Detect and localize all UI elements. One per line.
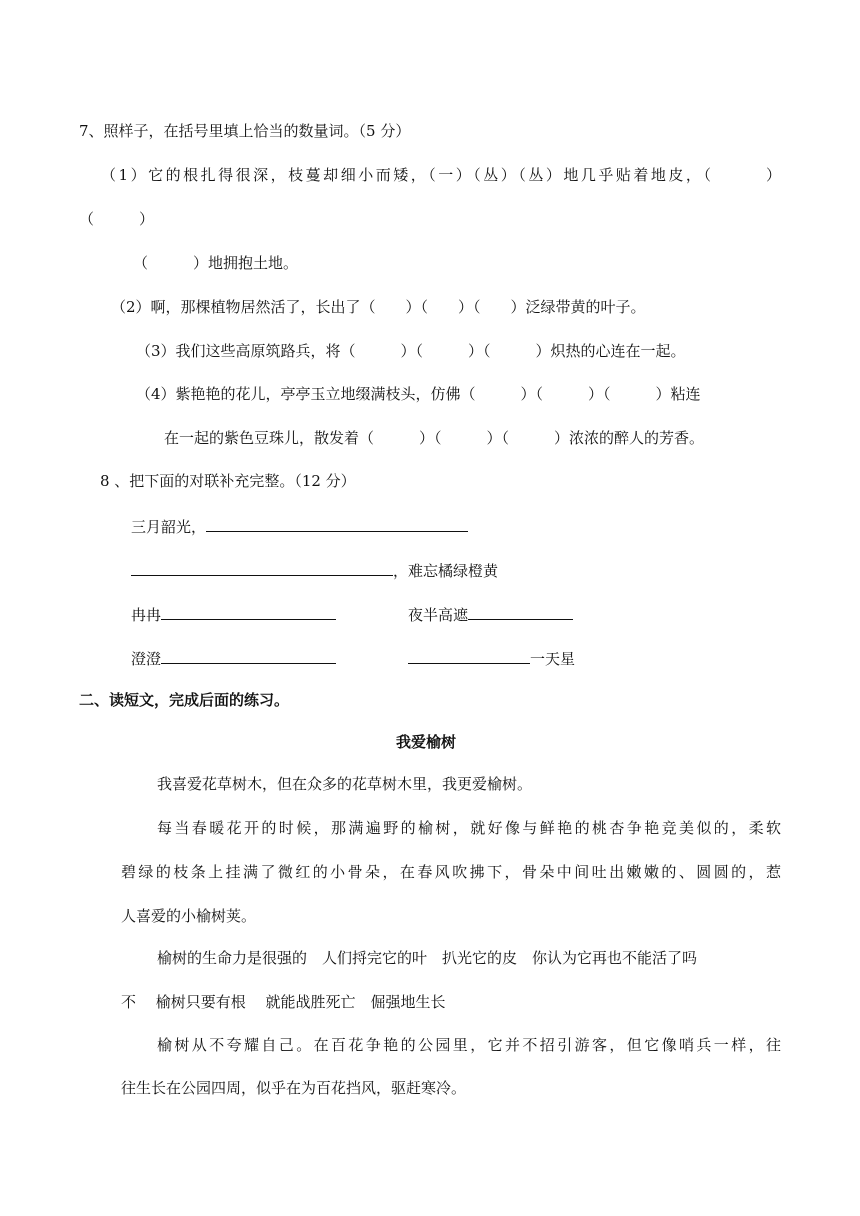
article-paragraph-3-line-1: 榆树的生命力是很强的 人们捋完它的叶 扒光它的皮 你认为它再也不能活了吗 [157, 949, 698, 967]
couplet-5-prefix: 澄澄 [131, 650, 162, 668]
couplet-row-5 [131, 647, 336, 669]
article-paragraph-2-line-2: 碧绿的枝条上挂满了微红的小骨朵，在春风吹拂下，骨朵中间吐出嫩嫩的、圆圆的，惹 [121, 863, 781, 881]
q7-title: 7、照样子，在括号里填上恰当的数量词。（5 分） [79, 122, 411, 140]
q7-item4-line2: 在一起的紫色豆珠儿，散发着（ ）（ ）（ ）浓浓的醉人的芳香。 [164, 429, 705, 447]
article-paragraph-2-line-3: 人喜爱的小榆树荚。 [121, 907, 257, 925]
couplet-1-blank[interactable] [206, 515, 468, 532]
couplet-row-1 [131, 515, 468, 537]
couplet-3-blank[interactable] [161, 603, 336, 620]
article-paragraph-2-line-1: 每当春暖花开的时候，那满遍野的榆树，就好像与鲜艳的桃杏争艳竞美似的，柔软 [157, 819, 781, 837]
couplet-6-suffix: 一天星 [530, 650, 576, 668]
q7-item1-line2: （ ） [79, 210, 155, 228]
couplet-6-blank[interactable] [408, 647, 530, 664]
q7-item2: （2）啊，那棵植物居然活了，长出了（ ）（ ）（ ）泛绿带黄的叶子。 [111, 298, 646, 316]
couplet-row-2 [131, 559, 498, 581]
couplet-2-suffix: ，难忘橘绿橙黄 [393, 562, 499, 580]
article-paragraph-4-line-2: 往生长在公园四周，似乎在为百花挡风，驱赶寒冷。 [121, 1079, 467, 1097]
couplet-2-blank[interactable] [131, 559, 393, 576]
article-paragraph-4-line-1: 榆树从不夸耀自己。在百花争艳的公园里，它并不招引游客，但它像哨兵一样，往 [157, 1036, 781, 1054]
q7-item1-line3: （ ）地拥抱土地。 [133, 254, 299, 272]
couplet-5-blank[interactable] [161, 647, 336, 664]
q7-item4-line1: （4）紫艳艳的花儿，亭亭玉立地缀满枝头，仿佛（ ）（ ）（ ）粘连 [136, 385, 701, 403]
couplet-4-blank[interactable] [468, 603, 573, 620]
couplet-4-prefix: 夜半高遮 [408, 606, 469, 624]
article-paragraph-3-line-2: 不 榆树只要有根 就能战胜死亡 倔强地生长 [121, 993, 446, 1011]
couplet-row-3 [131, 603, 336, 625]
couplet-1-prefix: 三月韶光， [131, 518, 207, 536]
couplet-3-prefix: 冉冉 [131, 606, 162, 624]
section-2-heading: 二、读短文，完成后面的练习。 [79, 691, 290, 709]
article-paragraph-1: 我喜爱花草树木，但在众多的花草树木里，我更爱榆树。 [157, 775, 533, 793]
couplet-row-6 [408, 647, 575, 669]
article-title: 我爱榆树 [396, 733, 457, 751]
q7-item3: （3）我们这些高原筑路兵，将（ ）（ ）（ ）炽热的心连在一起。 [136, 342, 686, 360]
couplet-row-4 [408, 603, 573, 625]
q7-item1-line1: （1）它的根扎得很深，枝蔓却细小而矮，（一）（丛）（丛）地几乎贴着地皮，（ ） [101, 166, 781, 184]
q8-title: 8 、把下面的对联补充完整。（12 分） [100, 472, 356, 490]
